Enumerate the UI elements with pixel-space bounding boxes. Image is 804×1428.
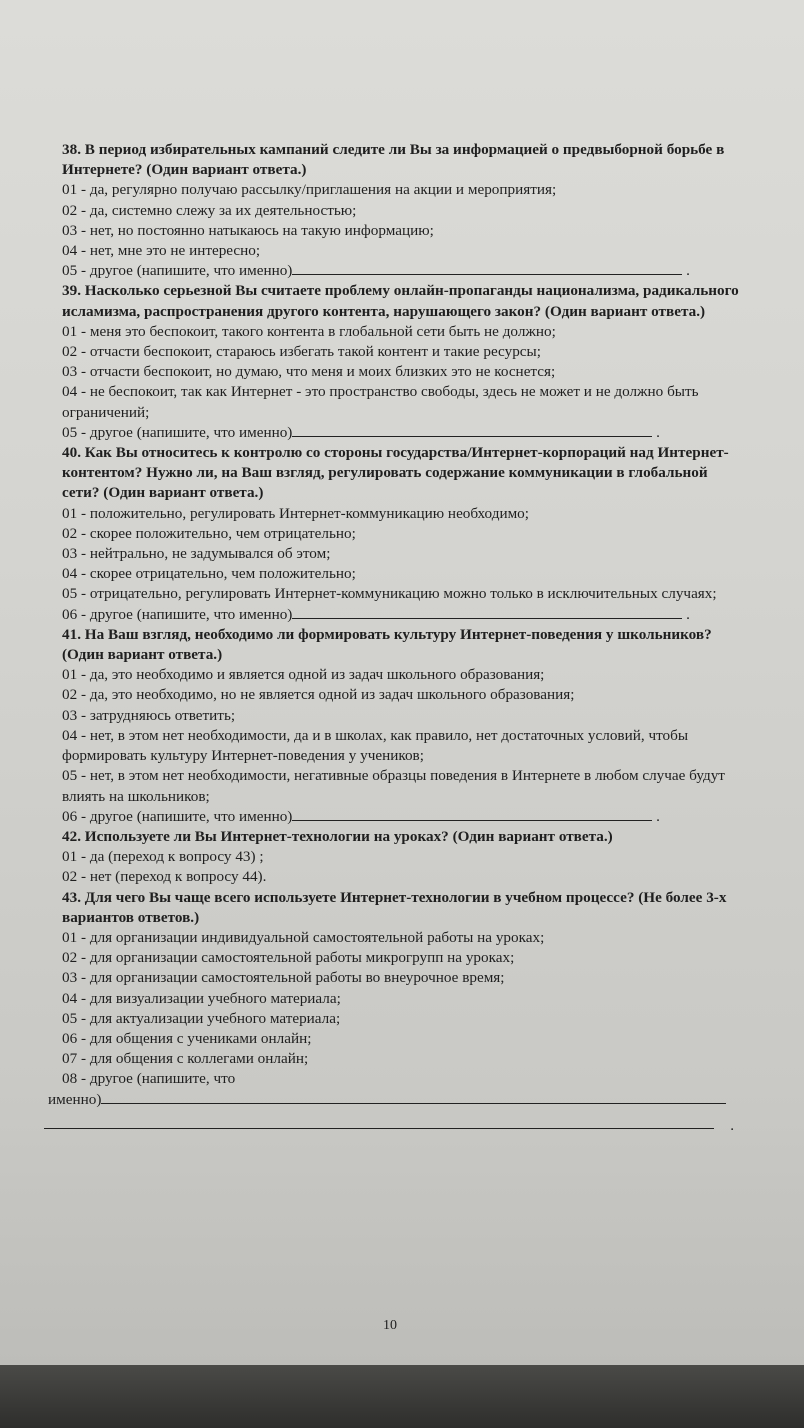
q43-other-line-2	[48, 1090, 742, 1110]
q40-option-2: 02 - скорее положительно, чем отрицательно;	[62, 524, 356, 542]
questionnaire-page	[48, 140, 742, 1134]
question-41-title: 41. На Ваш взгляд, необходимо ли формировать культуру Интернет-поведения у школьников? (Один вариант ответа.)	[62, 625, 712, 664]
q38-option-other: 05 - другое (напишите, что именно) .	[62, 262, 690, 280]
q43-extra-fill-line[interactable]	[44, 1116, 714, 1129]
q40-other-label: 06 - другое (напишите, что именно)	[62, 605, 293, 623]
q38-option-4: 04 - нет, мне это не интересно;	[62, 242, 261, 260]
background-surface	[0, 1365, 804, 1428]
q38-option-3: 03 - нет, но постоянно натыкаюсь на такую информацию;	[62, 221, 434, 239]
question-42-title: 42. Используете ли Вы Интернет-технологии на уроках? (Один вариант ответа.)	[62, 827, 613, 845]
q39-option-2: 02 - отчасти беспокоит, стараюсь избегать такой контент и такие ресурсы;	[62, 343, 541, 361]
q43-option-5: 05 - для актуализации учебного материала;	[62, 1009, 341, 1027]
question-39-title: 39. Насколько серьезной Вы считаете проблему онлайн-пропаганды национализма, радикального исламизма, распространения другого контента, нарушающего закон? (Один вариант ответа.)	[62, 282, 739, 320]
question-40-title: 40. Как Вы относитесь к контролю со стороны государства/Интернет-корпораций над Интернет-контентом? Нужно ли, на Ваш взгляд, регулировать содержание коммуникации в глобальной сети? (Один вариант ответа.)	[62, 444, 729, 502]
q41-option-other: 06 - другое (напишите, что именно) .	[62, 807, 660, 825]
q42-option-2: 02 - нет (переход к вопросу 44).	[62, 868, 267, 886]
q43-option-6: 06 - для общения с учениками онлайн;	[62, 1029, 312, 1047]
q39-option-3: 03 - отчасти беспокоит, но думаю, что меня и моих близких это не коснется;	[62, 363, 556, 381]
q43-other-fill-line[interactable]	[101, 1090, 726, 1104]
q40-other-fill-line[interactable]	[292, 605, 682, 619]
q40-option-3: 03 - нейтрально, не задумывался об этом;	[62, 545, 331, 563]
q41-option-1: 01 - да, это необходимо и является одной из задач школьного образования;	[62, 666, 545, 684]
q39-option-1: 01 - меня это беспокоит, такого контента в глобальной сети быть не должно;	[62, 322, 556, 340]
q38-other-fill-line[interactable]	[292, 261, 682, 275]
q41-option-2: 02 - да, это необходимо, но не является одной из задач школьного образования;	[62, 686, 575, 704]
q43-option-other: 08 - другое (напишите, что	[62, 1070, 236, 1088]
q43-other-label-2: именно)	[48, 1090, 102, 1108]
q40-option-5: 05 - отрицательно, регулировать Интернет-коммуникацию можно только в исключительных случаях;	[62, 585, 717, 603]
q40-option-4: 04 - скорее отрицательно, чем положительно;	[62, 565, 356, 583]
q43-extra-fill-row	[44, 1116, 734, 1134]
q43-option-7: 07 - для общения с коллегами онлайн;	[62, 1050, 309, 1068]
q43-option-2: 02 - для организации самостоятельной работы микрогрупп на уроках;	[62, 949, 515, 967]
q42-option-1: 01 - да (переход к вопросу 43) ;	[62, 848, 264, 866]
q43-option-3: 03 - для организации самостоятельной работы во внеурочное время;	[62, 969, 505, 987]
q41-option-5: 05 - нет, в этом нет необходимости, негативные образцы поведения в Интернете в любом случае будут влиять на школьников;	[62, 767, 725, 805]
question-43-title: 43. Для чего Вы чаще всего используете Интернет-технологии в учебном процессе? (Не более 3-х вариантов ответов.)	[62, 888, 727, 926]
q41-option-4: 04 - нет, в этом нет необходимости, да и в школах, как правило, нет достаточных условий, чтобы формировать культуру Интернет-поведения у учеников;	[62, 726, 689, 765]
q43-line-end-period: .	[730, 1116, 734, 1134]
q39-other-fill-line[interactable]	[292, 423, 652, 437]
q39-other-label: 05 - другое (напишите, что именно)	[62, 423, 293, 441]
q38-option-2: 02 - да, системно слежу за их деятельностью;	[62, 201, 357, 219]
q41-other-label: 06 - другое (напишите, что именно)	[62, 807, 293, 825]
page-number: 10	[383, 1318, 397, 1333]
q38-other-label: 05 - другое (напишите, что именно)	[62, 262, 293, 280]
q43-option-1: 01 - для организации индивидуальной самостоятельной работы на уроках;	[62, 928, 545, 946]
q40-option-other: 06 - другое (напишите, что именно) .	[62, 605, 690, 623]
q41-other-fill-line[interactable]	[292, 807, 652, 821]
q39-option-4: 04 - не беспокоит, так как Интернет - это пространство свободы, здесь не может и не должно быть ограничений;	[62, 383, 699, 421]
question-38-title: 38. В период избирательных кампаний следите ли Вы за информацией о предвыборной борьбе в Интернете? (Один вариант ответа.)	[62, 141, 725, 179]
q40-option-1: 01 - положительно, регулировать Интернет-коммуникацию необходимо;	[62, 504, 529, 522]
q41-option-3: 03 - затрудняюсь ответить;	[62, 706, 236, 724]
q39-option-other: 05 - другое (напишите, что именно) .	[62, 423, 660, 441]
q43-option-4: 04 - для визуализации учебного материала;	[62, 989, 341, 1007]
q38-option-1: 01 - да, регулярно получаю рассылку/приглашения на акции и мероприятия;	[62, 181, 557, 199]
